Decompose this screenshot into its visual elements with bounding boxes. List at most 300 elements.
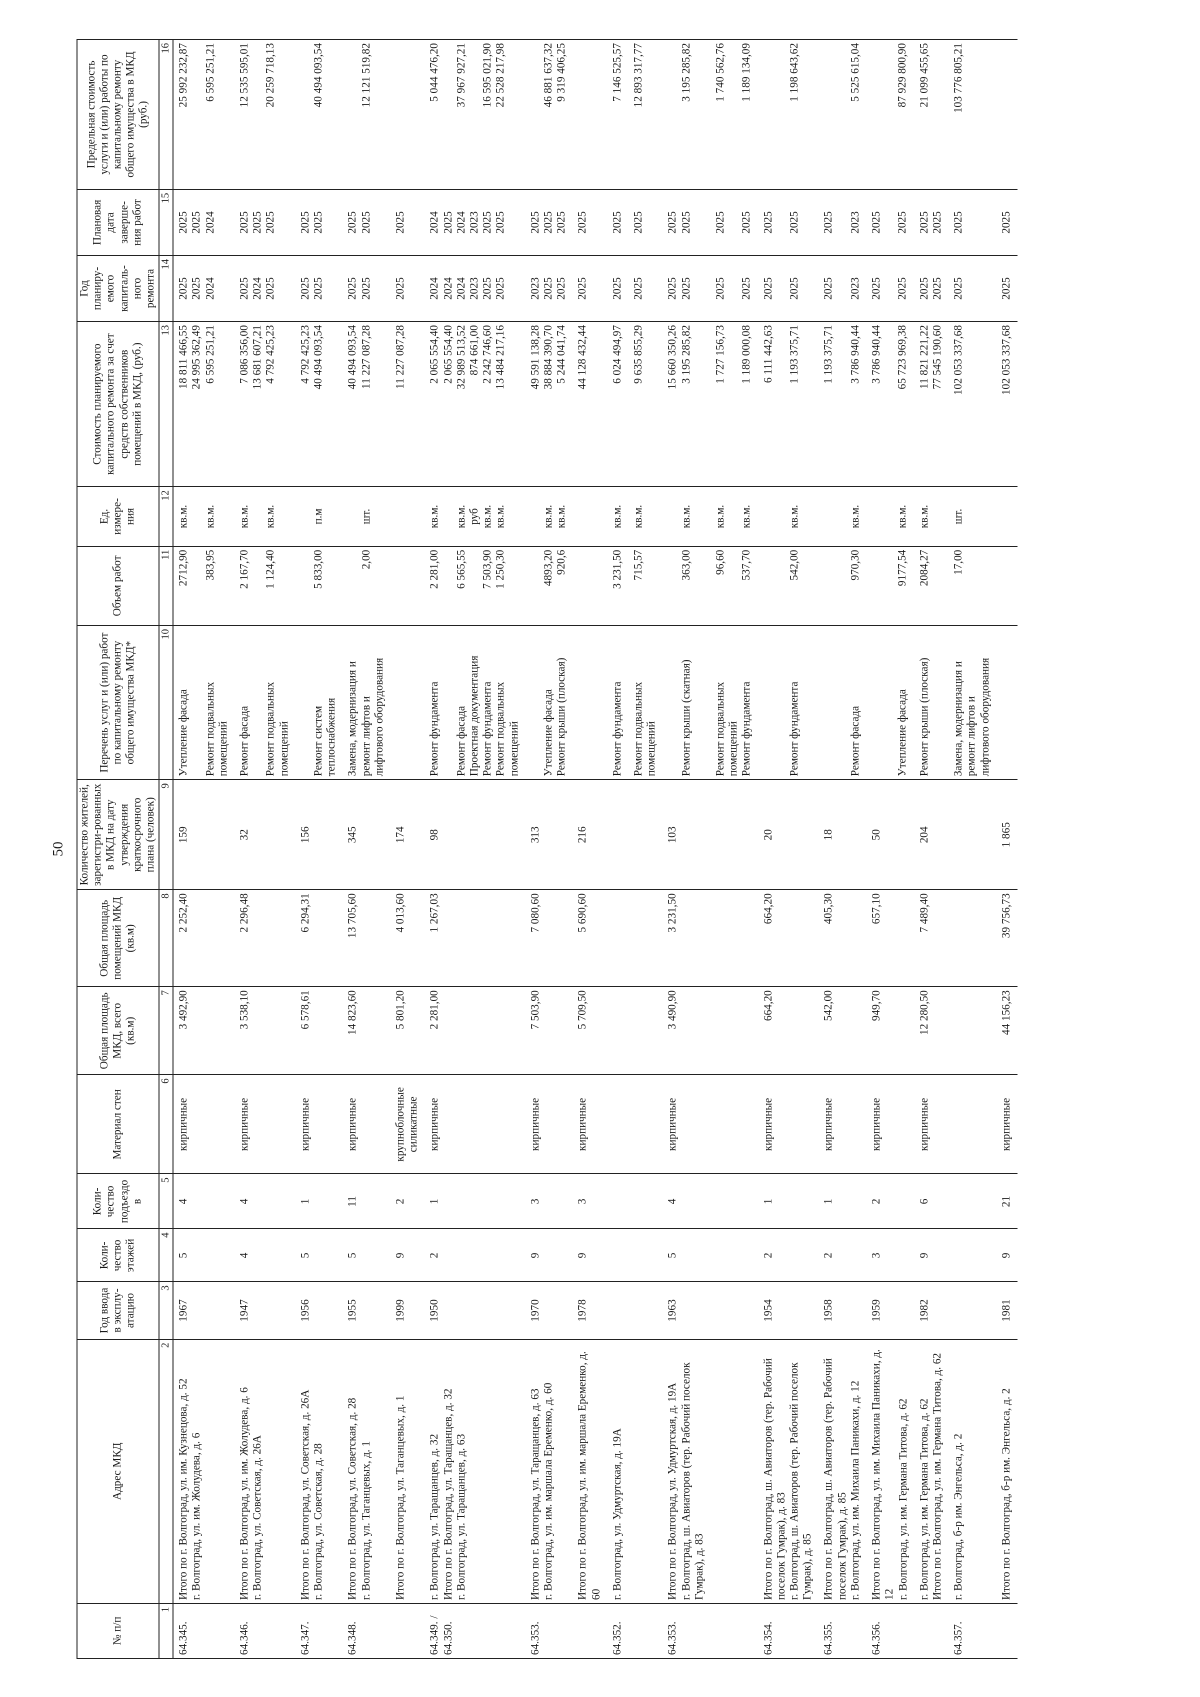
cell-col-13	[607, 322, 628, 487]
cell-line	[762, 629, 775, 776]
cell-line: 18 811 466,55	[177, 325, 190, 389]
cell-col-9	[607, 780, 628, 890]
cell-col-6: кирпичные	[235, 1075, 296, 1174]
cell-col-14	[949, 255, 997, 321]
cell-col-2	[607, 1339, 628, 1603]
cell-col-10	[525, 626, 573, 780]
table-row	[949, 40, 997, 1659]
cell-line: Утепление фасада	[896, 689, 909, 777]
cell-line: 49 591 138,28	[529, 325, 542, 390]
cell-line: г. Волгоград, ш. Авиаторов (тер. Рабочий поселок	[788, 1362, 801, 1600]
cell-col-16	[343, 40, 391, 190]
cell-col-3: 1963	[663, 1282, 711, 1339]
cell-line	[395, 43, 408, 186]
cell-col-15	[391, 189, 425, 255]
cell-col-13	[663, 322, 711, 487]
cell-line	[836, 259, 849, 318]
cell-line	[979, 490, 992, 542]
cell-line: 25 992 232,87	[177, 43, 190, 108]
cell-line	[529, 43, 542, 186]
cell-col-6: кирпичные	[914, 1075, 948, 1174]
cell-line: теплоснабжения	[325, 697, 338, 777]
column-number-10: 10	[159, 626, 173, 780]
cell-col-16	[173, 40, 234, 190]
cell-line: 20 259 718,13	[264, 43, 277, 108]
cell-line: 2 065 554,40	[428, 325, 441, 384]
cell-col-4: 5	[663, 1229, 711, 1282]
cell-col-13	[425, 322, 525, 487]
cell-line: руб	[468, 508, 481, 525]
cell-col-9: 156	[295, 780, 343, 890]
cell-line: Итого по г. Волгоград, б-р им. Энгельса, д. 2	[1000, 1388, 1013, 1600]
cell-number	[996, 1603, 1017, 1658]
cell-col-3: 1947	[235, 1282, 296, 1339]
cell-line: 2025	[714, 211, 727, 234]
cell-line: 2025	[264, 211, 277, 234]
cell-col-11	[758, 546, 819, 625]
cell-line: 2025	[632, 211, 645, 234]
cell-col-3: 1999	[391, 1282, 425, 1339]
cell-col-15	[663, 189, 711, 255]
cell-line: ремонт лифтов и	[965, 696, 978, 777]
cell-col-16	[295, 40, 343, 190]
cell-line	[966, 325, 979, 483]
cell-number	[629, 1603, 663, 1658]
cell-line	[775, 193, 788, 252]
cell-line: 2025	[870, 277, 883, 300]
column-number-2: 2	[159, 1339, 173, 1603]
cell-col-3	[629, 1282, 663, 1339]
cell-line	[836, 550, 849, 622]
cell-line: помещений	[508, 721, 521, 777]
cell-col-4: 2	[425, 1229, 525, 1282]
cell-line	[469, 43, 482, 186]
cell-line	[775, 629, 788, 776]
cell-line: Ремонт систем	[312, 705, 325, 777]
cell-line: 4893,20	[542, 549, 555, 587]
cell-line: 2023	[529, 277, 542, 300]
cell-line	[802, 629, 815, 776]
table-row	[629, 40, 663, 1659]
cell-col-4: 9	[573, 1229, 607, 1282]
cell-line	[979, 43, 992, 186]
cell-line: 6 595 251,21	[204, 325, 217, 384]
column-header-12: Ед. измере-ния	[77, 487, 159, 546]
cell-line	[728, 490, 741, 542]
table-row	[663, 40, 711, 1659]
table-row	[867, 40, 915, 1659]
column-header-11: Объем работ	[77, 546, 159, 625]
cell-line: 2025	[238, 277, 251, 300]
cell-line	[693, 550, 706, 622]
cell-col-11	[949, 546, 997, 625]
cell-line	[373, 490, 386, 542]
cell-col-8	[629, 890, 663, 987]
cell-col-8: 1 267,03	[425, 890, 525, 987]
cell-line	[884, 490, 897, 542]
cell-col-8: 4 013,60	[391, 890, 425, 987]
cell-col-9: 103	[663, 780, 711, 890]
cell-line: 2025	[762, 211, 775, 234]
cell-line	[508, 325, 521, 483]
cell-line: 1 193 375,71	[788, 325, 801, 384]
cell-col-11	[173, 546, 234, 625]
cell-col-6	[949, 1075, 997, 1174]
cell-line: 2025	[740, 277, 753, 300]
cell-line: 6 565,55	[455, 549, 468, 589]
cell-line	[217, 325, 230, 483]
cell-line: 2025	[931, 211, 944, 234]
cell-line	[775, 550, 788, 622]
cell-col-16	[711, 40, 759, 190]
cell-line	[728, 325, 741, 483]
cell-col-14	[343, 255, 391, 321]
column-header-10: Перечень услуг и (или) работ по капитальному ремонту общего имущества МКД*	[77, 626, 159, 780]
cell-col-11	[711, 546, 759, 625]
cell-line: 2024	[204, 277, 217, 300]
cell-col-2	[711, 1339, 759, 1603]
cell-line: 5 525 615,04	[849, 43, 862, 102]
cell-col-12	[949, 487, 997, 546]
column-number-16: 16	[159, 40, 173, 190]
cell-line: 1 189 134,09	[740, 43, 753, 102]
table-row	[996, 40, 1017, 1659]
cell-col-4: 2	[758, 1229, 819, 1282]
cell-col-11	[235, 546, 296, 625]
cell-number: 64.348.	[343, 1603, 391, 1658]
cell-line	[646, 259, 659, 318]
cell-col-11	[425, 546, 525, 625]
cell-line: 1 189 000,08	[740, 325, 753, 384]
cell-line: 103 776 805,21	[952, 43, 965, 113]
cell-line: кв.м.	[740, 504, 753, 529]
cell-col-4	[949, 1229, 997, 1282]
cell-line: Ремонт фундамента	[740, 681, 753, 777]
cell-col-15	[425, 189, 525, 255]
cell-line: 5 833,00	[312, 549, 325, 589]
cell-line	[299, 629, 312, 776]
cell-line: 2025	[822, 211, 835, 234]
cell-number	[391, 1603, 425, 1658]
cell-col-8	[607, 890, 628, 987]
cell-line	[693, 193, 706, 252]
cell-line	[395, 490, 408, 542]
cell-line: 2025	[360, 211, 373, 234]
cell-number	[711, 1603, 759, 1658]
table-row	[425, 40, 525, 1659]
cell-col-11	[295, 546, 343, 625]
cell-col-10	[996, 626, 1017, 780]
cell-col-4	[607, 1229, 628, 1282]
cell-line	[762, 550, 775, 622]
cell-line	[217, 43, 230, 186]
cell-col-3: 1981	[996, 1282, 1017, 1339]
cell-line: 2025	[1000, 277, 1013, 300]
cell-col-15	[343, 189, 391, 255]
table-row	[391, 40, 425, 1659]
cell-line: 2025	[360, 277, 373, 300]
column-number-3: 3	[159, 1282, 173, 1339]
cell-line	[373, 550, 386, 622]
cell-col-6	[711, 1075, 759, 1174]
cell-line: 2025	[555, 277, 568, 300]
cell-col-7: 44 156,23	[996, 987, 1017, 1075]
cell-col-8: 13 705,60	[343, 890, 391, 987]
cell-line	[278, 193, 291, 252]
cell-line: 2025	[555, 211, 568, 234]
cell-line: 2025	[542, 211, 555, 234]
cell-col-6	[629, 1075, 663, 1174]
cell-line: 87 929 800,90	[896, 43, 909, 108]
table-row	[525, 40, 573, 1659]
cell-col-6: кирпичные	[295, 1075, 343, 1174]
cell-number: 64.355.	[819, 1603, 867, 1658]
cell-line	[508, 43, 521, 186]
cell-col-9: 313	[525, 780, 573, 890]
cell-line: 3 786 940,44	[870, 325, 883, 384]
cell-line	[871, 490, 884, 542]
cell-line: 3 786 940,44	[849, 325, 862, 384]
cell-col-12	[425, 487, 525, 546]
table-row	[343, 40, 391, 1659]
cell-col-16	[758, 40, 819, 190]
cell-line	[966, 43, 979, 186]
cell-col-16	[607, 40, 628, 190]
cell-col-8: 5 690,60	[573, 890, 607, 987]
cell-line	[728, 43, 741, 186]
cell-col-5: 3	[525, 1174, 573, 1229]
cell-col-7	[607, 987, 628, 1075]
cell-line	[217, 490, 230, 542]
cell-col-11	[914, 546, 948, 625]
column-header-13: Стоимость планируемого капитального ремонта за счет средств собственников помещений в МКД, (руб.)	[77, 322, 159, 487]
cell-line: г. Волгоград, ул. Советская, д. 28	[312, 1443, 325, 1600]
cell-line: 2025	[896, 277, 909, 300]
cell-col-10	[425, 626, 525, 780]
cell-col-12	[819, 487, 867, 546]
cell-line: 2023	[849, 277, 862, 300]
cell-line	[577, 629, 590, 776]
column-header-7: Общая площадь МКД, всего (кв.м)	[77, 987, 159, 1075]
cell-line: 77 545 190,60	[931, 325, 944, 390]
cell-line: ремонт лифтов и	[360, 696, 373, 777]
cell-line	[931, 490, 944, 542]
cell-line	[442, 550, 455, 622]
cell-col-4	[629, 1229, 663, 1282]
cell-line: 2025	[346, 211, 359, 234]
cell-line	[775, 325, 788, 483]
cell-line: 1 193 375,71	[822, 325, 835, 384]
cell-col-8: 405,30	[819, 890, 867, 987]
cell-line: кв.м.	[177, 504, 190, 529]
cell-col-12	[391, 487, 425, 546]
cell-col-2	[914, 1339, 948, 1603]
cell-line	[577, 490, 590, 542]
cell-col-4: 9	[914, 1229, 948, 1282]
cell-col-14	[914, 255, 948, 321]
cell-line	[823, 629, 836, 776]
cell-line	[217, 193, 230, 252]
cell-line: помещений	[217, 721, 230, 777]
cell-col-16	[391, 40, 425, 190]
cell-line	[278, 43, 291, 186]
cell-line: 37 967 927,21	[455, 43, 468, 108]
cell-col-5: 1	[295, 1174, 343, 1229]
cell-line: 11 227 087,28	[360, 325, 373, 389]
cell-line: 6 111 442,63	[762, 325, 775, 383]
header-row	[77, 40, 159, 1659]
cell-line: г. Волгоград, ул. Таращанцев, д. 32	[428, 1433, 441, 1600]
cell-line: г. Волгоград, ул. им. Германа Титова, д. 62	[918, 1398, 931, 1600]
cell-col-12	[629, 487, 663, 546]
cell-line: 9 319 406,25	[555, 43, 568, 102]
cell-line: 2025	[632, 277, 645, 300]
cell-line	[836, 629, 849, 776]
cell-col-2	[663, 1339, 711, 1603]
cell-line	[802, 490, 815, 542]
cell-col-2	[295, 1339, 343, 1603]
cell-col-6	[607, 1075, 628, 1174]
cell-line: Ремонт подвальных	[264, 681, 277, 777]
cell-col-6: кирпичные	[173, 1075, 234, 1174]
cell-line: 537,70	[740, 549, 753, 581]
cell-line	[762, 490, 775, 542]
cell-col-15	[525, 189, 573, 255]
cell-col-15	[758, 189, 819, 255]
cell-line: г. Волгоград, ул. им. Михаила Паникахи, д. 12	[849, 1380, 862, 1600]
cell-line	[278, 325, 291, 483]
cell-line: 2025	[494, 211, 507, 234]
cell-col-12	[914, 487, 948, 546]
cell-line: Гумрак), д. 83	[693, 1533, 706, 1600]
cell-line: Итого по г. Волгоград, ул. им. маршала Еременко, д. 60	[576, 1351, 603, 1600]
cell-line	[884, 193, 897, 252]
cell-col-16	[629, 40, 663, 190]
cell-col-4	[711, 1229, 759, 1282]
cell-col-12	[663, 487, 711, 546]
cell-line: г. Волгоград, ул. Таращанцев, д. 63	[455, 1433, 468, 1600]
cell-line	[884, 550, 897, 622]
cell-line: 4 792 425,23	[299, 325, 312, 384]
cell-col-16	[949, 40, 997, 190]
cell-line: 2025	[494, 277, 507, 300]
cell-col-12	[173, 487, 234, 546]
cell-line: Ремонт фундамента	[481, 681, 494, 777]
cell-line: 6 024 494,97	[611, 325, 624, 384]
cell-line: Итого по г. Волгоград, ул. им. Жолудева, д. 6	[238, 1387, 251, 1600]
cell-line	[442, 490, 455, 542]
cell-line: кв.м.	[455, 504, 468, 529]
cell-col-11	[391, 546, 425, 625]
cell-line: 40 494 093,54	[346, 325, 359, 390]
cell-line	[326, 490, 339, 542]
column-number-12: 12	[159, 487, 173, 546]
cell-line: Итого по г. Волгоград, ул. Таращанцев, д. 63	[529, 1388, 542, 1600]
cell-col-14	[173, 255, 234, 321]
cell-col-10	[914, 626, 948, 780]
cell-line	[802, 550, 815, 622]
cell-col-10	[343, 626, 391, 780]
cell-number: 64.345.	[173, 1603, 234, 1658]
cell-line	[373, 193, 386, 252]
cell-col-14	[996, 255, 1017, 321]
cell-line	[442, 629, 455, 776]
cell-line: кв.м.	[481, 504, 494, 529]
cell-line	[347, 550, 360, 622]
cell-line: кв.м.	[632, 504, 645, 529]
cell-line: лифтового оборудования	[979, 657, 992, 777]
cell-col-10	[391, 626, 425, 780]
cell-col-9: 345	[343, 780, 391, 890]
cell-line	[347, 43, 360, 186]
cell-col-14	[629, 255, 663, 321]
cell-col-10	[758, 626, 819, 780]
cell-col-11	[629, 546, 663, 625]
cell-col-7: 5 709,50	[573, 987, 607, 1075]
cell-line	[667, 43, 680, 186]
cell-line: Утепление фасада	[542, 689, 555, 777]
cell-col-2	[867, 1339, 915, 1603]
cell-number	[914, 1603, 948, 1658]
cell-line	[252, 43, 265, 186]
cell-col-10	[295, 626, 343, 780]
cell-line	[667, 550, 680, 622]
cell-line: 65 723 969,38	[896, 325, 909, 390]
column-number-row	[159, 40, 173, 1659]
cell-col-15	[295, 189, 343, 255]
cell-line	[979, 550, 992, 622]
cell-col-6: кирпичные	[343, 1075, 391, 1174]
cell-line	[373, 259, 386, 318]
cell-col-12	[573, 487, 607, 546]
cell-line	[529, 629, 542, 776]
column-number-14: 14	[159, 255, 173, 321]
cell-col-10	[629, 626, 663, 780]
cell-line: г. Волгоград, ул. Советская, д. 26А	[251, 1435, 264, 1600]
cell-col-8: 39 756,73	[996, 890, 1017, 987]
cell-line: 2 281,00	[428, 549, 441, 589]
cell-line	[442, 43, 455, 186]
cell-line	[966, 490, 979, 542]
column-number-7: 7	[159, 987, 173, 1075]
cell-line	[646, 43, 659, 186]
cell-line: 2025	[346, 277, 359, 300]
cell-col-10	[235, 626, 296, 780]
cell-line	[347, 490, 360, 542]
cell-line	[931, 629, 944, 776]
cell-line: 2025	[312, 211, 325, 234]
cell-col-9: 216	[573, 780, 607, 890]
cell-line: 2025	[931, 277, 944, 300]
cell-col-13	[914, 322, 948, 487]
cell-line	[299, 490, 312, 542]
column-header-9: Количество жителей, зарегистри-рованных в МКД на дату утверждения краткосрочного плана (человек)	[77, 780, 159, 890]
cell-line: Итого по г. Волгоград, ш. Авиаторов (тер. Рабочий	[762, 1358, 775, 1600]
cell-line: шт.	[952, 508, 965, 525]
cell-col-3: 1954	[758, 1282, 819, 1339]
cell-line: 2025	[822, 277, 835, 300]
cell-col-5: 11	[343, 1174, 391, 1229]
cell-line: 2025	[177, 211, 190, 234]
cell-line: Ремонт фундамента	[788, 681, 801, 777]
cell-col-10	[173, 626, 234, 780]
cell-line: поселок Гумрак), д. 83	[775, 1492, 788, 1600]
rotated-sheet	[43, 39, 1158, 1659]
cell-line: 2025	[299, 211, 312, 234]
cell-line: кв.м.	[714, 504, 727, 529]
cell-col-15	[867, 189, 915, 255]
cell-line: Ремонт фундамента	[611, 681, 624, 777]
